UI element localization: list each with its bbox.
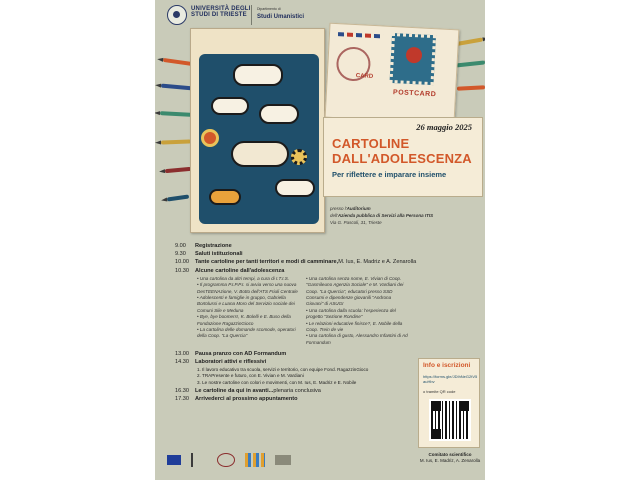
list-item: • Le relazioni educative finisce?, E. Nobile della Coop. Trein de vie (306, 320, 403, 333)
program-time: 9.30 (175, 251, 186, 258)
speech-bubble-icon (259, 104, 299, 124)
venue-prefix-2: dell' (330, 213, 338, 218)
header (155, 0, 485, 30)
department-name: Studi Umanistici (257, 14, 305, 20)
venue (330, 205, 480, 226)
pencil-icon (163, 58, 193, 66)
program-time: 17.30 (175, 396, 189, 403)
program-row (175, 387, 415, 395)
registration-link[interactable]: https://forms.gle/JDIhNeG2tV5auHbv (423, 374, 478, 384)
list-item: • Bye, bye boomers!, K. Bolelli e E. Buso della Fondazione RagazzinGioco (197, 314, 291, 326)
program-text: Registrazione (195, 243, 232, 249)
session-items-left (197, 276, 300, 346)
program-note: plenaria conclusiva (273, 388, 321, 395)
program-time: 14.30 (175, 359, 189, 366)
labs-list (197, 367, 415, 387)
info-title: Info e iscrizioni (423, 362, 471, 369)
poster (155, 0, 485, 480)
scientific-committee (417, 452, 483, 464)
program-text: Arrivederci al prossimo appuntamento (195, 396, 298, 403)
header-divider (251, 5, 252, 25)
program-text: Le cartoline da qui in avanti... (195, 388, 274, 395)
eu-flag-icon (167, 455, 181, 465)
program-row (175, 350, 415, 358)
partner-logo-icon (191, 453, 207, 467)
session-items-right (306, 276, 409, 346)
venue-line-2 (330, 212, 480, 219)
program-text: Alcune cartoline dall'adolescenza (195, 267, 285, 274)
university-seal-icon (167, 5, 187, 25)
airmail-stripe (338, 32, 383, 38)
department-label: Dipartimento di (257, 7, 281, 11)
speech-bubble-icon (275, 179, 315, 197)
list-item: • Una cartolina da altri tempi, a cura di I.T.I.S. (197, 275, 290, 281)
program-time: 16.30 (175, 388, 189, 395)
event-title (332, 136, 472, 166)
postcard-illustration (325, 23, 460, 125)
committee-title: Comitato scientifico (428, 452, 472, 457)
program-row (175, 242, 415, 250)
list-item: • Il programma P.I.P.P.I. si avvia verso una nuova DesTEENAzione, V. Botto dell'ATS Friuli Centrale (197, 282, 298, 294)
pencil-icon (165, 167, 191, 173)
list-item: • La cartolina delle domande scomode, operatori della Coop. "La Quercia" (197, 327, 296, 339)
stamp-figure (406, 47, 423, 64)
cloud-icon (231, 141, 289, 167)
title-line-1: CARTOLINE (332, 136, 410, 151)
program-row (175, 358, 415, 366)
event-date: 26 maggio 2025 (416, 122, 472, 132)
qr-label: o tramite QR code (423, 389, 456, 394)
title-box (323, 117, 483, 197)
list-item: • Una cartolina di gusto, Alessandro Infantini di Ad Formandum (306, 333, 408, 345)
pencil-icon (160, 111, 192, 117)
list-item: 2. TRAPresente e futuro, con E. Vivian e M. Vardiani (197, 373, 304, 379)
pencil-icon (167, 194, 189, 201)
stamp-icon (390, 33, 437, 85)
speech-bubble-icon (233, 64, 283, 86)
venue-organization: Azienda pubblica di Servizi alla Persona ITIS (337, 213, 434, 218)
committee-names: M. Ius, E. Madriz, A. Zenarolla (419, 458, 481, 463)
list-item: 1. Il lavoro educativo tra scuola, servizi e territorio, con equipe Fond. RagazzinGioco (197, 366, 369, 372)
speech-bubble-icon (209, 189, 241, 205)
program-time: 13.00 (175, 351, 189, 358)
info-box (418, 358, 480, 448)
list-item: • Una cartolina dalla scuola: l'esperienza del progetto "Sezione Rondine" (306, 307, 396, 320)
title-line-2: DALL'ADOLESCENZA (332, 151, 472, 166)
program-row (175, 267, 415, 275)
pencil-icon (457, 85, 485, 90)
university-name: UNIVERSITÀ DEGLI STUDI DI TRIESTE (191, 6, 251, 18)
program-text: Tante cartoline per tanti territori e modi di camminare, (195, 259, 339, 266)
program-speakers: M. Ius, E. Madriz e A. Zenarolla (338, 259, 417, 266)
circle-ornament-icon (291, 149, 307, 165)
list-item: • Una cartolina senza nome, E. Vivian di Coop. "Gasmileuno Agenzia Sociale" e M. Vardiani dei Coop. "La Quercia", educatori presso SSD Consumi e dipendenze giovanili "Androna Giovani" di ASUGI (306, 275, 404, 307)
partner-logo-icon (275, 455, 291, 465)
partner-pixel-logo-icon (245, 453, 265, 467)
program-time: 10.00 (175, 259, 189, 266)
program-row (175, 250, 415, 258)
venue-line-1 (330, 205, 480, 212)
speech-bubble-icon (211, 97, 249, 115)
partner-seal-icon (217, 453, 235, 467)
pencil-icon (455, 60, 485, 67)
session-items (197, 276, 415, 346)
event-subtitle: Per riflettere e imparare insieme (332, 170, 447, 179)
partner-logos (167, 450, 291, 470)
qr-pattern (431, 401, 469, 439)
sun-icon (201, 129, 219, 147)
qr-code-icon[interactable] (429, 399, 471, 441)
card-label: CARD (355, 73, 374, 81)
program-row (175, 395, 415, 403)
venue-prefix: presso l' (330, 206, 347, 211)
venue-address: Via G. Pascoli, 31, Trieste (330, 220, 382, 225)
program-text: Pausa pranzo con AD Formandum (195, 351, 287, 358)
program-text: Saluti istituzionali (195, 251, 243, 258)
program-text: Laboratori attivi e riflessivi (195, 359, 267, 366)
illustration (190, 28, 325, 233)
pencil-icon (161, 139, 191, 144)
postcard-label: POSTCARD (392, 89, 437, 99)
list-item: • Adolescenti e famiglie in gruppo, Gabriella Bortolussi e Luana Moro del Servizio sociale dei Comuni Sile e Meduna (197, 295, 295, 313)
program-row (175, 258, 415, 266)
list-item: 3. Le nostre cartoline con colori e movimenti, con M. Ius, E. Madriz e E. Nobile (197, 380, 357, 386)
program-time: 9.00 (175, 243, 186, 249)
program (175, 242, 415, 403)
venue-auditorium: Auditorium (346, 206, 371, 211)
pencil-icon (161, 84, 193, 91)
program-time: 10.30 (175, 267, 189, 274)
